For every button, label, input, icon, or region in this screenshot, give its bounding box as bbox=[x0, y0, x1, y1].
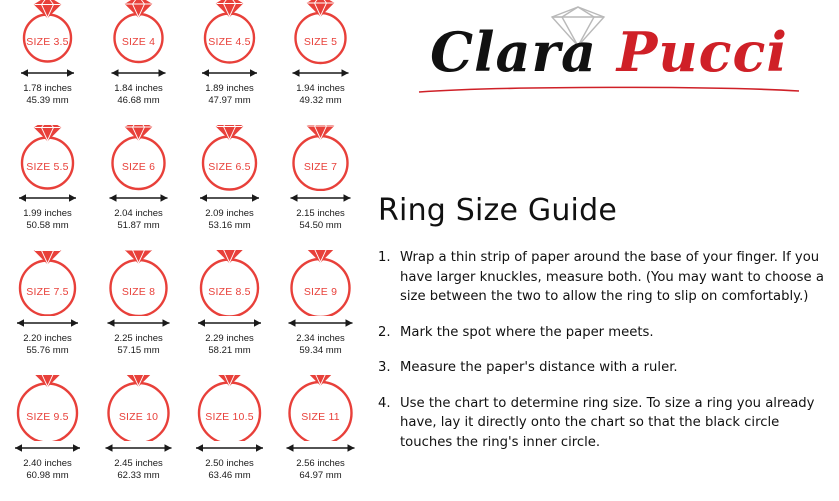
measurement-arrow bbox=[184, 66, 275, 80]
ring-measurement-mm: 54.50 mm bbox=[299, 219, 342, 231]
ring-illustration bbox=[93, 125, 184, 191]
ring-measurement-inches: 1.94 inches bbox=[296, 83, 345, 94]
instruction-step bbox=[378, 358, 830, 378]
measurement-arrow bbox=[275, 316, 366, 330]
ring-measurement-inches: 1.99 inches bbox=[23, 208, 72, 219]
measurement-arrow bbox=[93, 316, 184, 330]
ring-measurement-mm: 60.98 mm bbox=[26, 469, 69, 481]
ring-size-grid bbox=[0, 0, 366, 500]
ring-measurement-inches: 2.04 inches bbox=[114, 208, 163, 219]
ring-size-label: SIZE 10.5 bbox=[205, 411, 254, 423]
ring-size-label: SIZE 4 bbox=[121, 36, 156, 48]
ring-illustration bbox=[184, 250, 275, 316]
measurement-arrow bbox=[275, 66, 366, 80]
ring-measurement-mm: 47.97 mm bbox=[208, 94, 251, 106]
ring-measurement-inches: 2.15 inches bbox=[296, 208, 345, 219]
ring-measurement bbox=[93, 208, 184, 231]
ring-measurement-inches: 1.78 inches bbox=[23, 83, 72, 94]
ring-measurement-mm: 57.15 mm bbox=[117, 344, 160, 356]
ring-measurement-mm: 63.46 mm bbox=[208, 469, 251, 481]
ring-measurement-mm: 51.87 mm bbox=[117, 219, 160, 231]
instruction-step-text: Mark the spot where the paper meets. bbox=[400, 324, 654, 340]
logo-swash bbox=[414, 82, 804, 92]
measurement-arrow bbox=[184, 191, 275, 205]
ring-size-cell bbox=[184, 375, 275, 500]
ring-size-cell bbox=[2, 125, 93, 250]
ring-measurement bbox=[93, 83, 184, 106]
ring-measurement-mm: 64.97 mm bbox=[299, 469, 342, 481]
ring-illustration bbox=[2, 375, 93, 441]
ring-size-label: SIZE 9 bbox=[303, 286, 338, 298]
ring-measurement-mm: 53.16 mm bbox=[208, 219, 251, 231]
ring-illustration bbox=[2, 125, 93, 191]
ring-measurement-inches: 2.45 inches bbox=[114, 458, 163, 469]
ring-measurement bbox=[275, 208, 366, 231]
ring-measurement-mm: 59.34 mm bbox=[299, 344, 342, 356]
instruction-step bbox=[378, 248, 830, 307]
ring-measurement bbox=[2, 333, 93, 356]
instruction-step-text: Wrap a thin strip of paper around the base of your finger. If you have larger knuckles, measure both. (You may want to choose a size between the two to allow the ring to slip on comfortably.) bbox=[400, 250, 824, 304]
ring-size-label: SIZE 8 bbox=[121, 286, 156, 298]
ring-size-chart bbox=[0, 0, 366, 501]
ring-size-cell bbox=[93, 250, 184, 375]
ring-size-cell bbox=[184, 0, 275, 125]
measurement-arrow bbox=[2, 316, 93, 330]
brand-logo bbox=[384, 2, 834, 107]
ring-measurement bbox=[184, 458, 275, 481]
instruction-step-number: 4. bbox=[378, 395, 391, 411]
measurement-arrow bbox=[275, 191, 366, 205]
ring-size-label: SIZE 5 bbox=[303, 36, 338, 48]
ring-size-cell bbox=[275, 250, 366, 375]
instruction-step-text: Use the chart to determine ring size. To size a ring you already have, lay it directly onto the chart so that the black circle touches the ring's inner circle. bbox=[400, 395, 815, 450]
brand-name-second: Pucci bbox=[616, 20, 788, 84]
ring-size-cell bbox=[93, 125, 184, 250]
page-title: Ring Size Guide bbox=[378, 193, 617, 228]
ring-illustration bbox=[2, 250, 93, 316]
measurement-arrow bbox=[275, 441, 366, 455]
ring-size-cell bbox=[275, 375, 366, 500]
ring-illustration bbox=[184, 375, 275, 441]
ring-illustration bbox=[184, 125, 275, 191]
ring-illustration bbox=[275, 0, 366, 66]
ring-measurement-mm: 45.39 mm bbox=[26, 94, 69, 106]
ring-size-cell bbox=[2, 250, 93, 375]
ring-size-label: SIZE 6.5 bbox=[208, 161, 251, 173]
ring-measurement-inches: 2.25 inches bbox=[114, 333, 163, 344]
ring-size-cell bbox=[93, 0, 184, 125]
measurement-arrow bbox=[93, 191, 184, 205]
instruction-step bbox=[378, 394, 830, 453]
ring-size-cell bbox=[184, 250, 275, 375]
ring-measurement bbox=[2, 83, 93, 106]
ring-size-label: SIZE 7.5 bbox=[26, 286, 69, 298]
ring-measurement bbox=[2, 208, 93, 231]
ring-size-label: SIZE 3.5 bbox=[26, 36, 69, 48]
ring-measurement-mm: 55.76 mm bbox=[26, 344, 69, 356]
ring-measurement-inches: 2.56 inches bbox=[296, 458, 345, 469]
measurement-arrow bbox=[93, 441, 184, 455]
instruction-steps bbox=[378, 248, 830, 468]
ring-measurement bbox=[275, 83, 366, 106]
ring-measurement bbox=[2, 458, 93, 481]
ring-size-label: SIZE 8.5 bbox=[208, 286, 251, 298]
ring-measurement bbox=[93, 333, 184, 356]
ring-measurement bbox=[184, 333, 275, 356]
ring-size-label: SIZE 4.5 bbox=[208, 36, 251, 48]
ring-measurement bbox=[184, 208, 275, 231]
ring-size-label: SIZE 6 bbox=[121, 161, 156, 173]
ring-measurement-inches: 2.20 inches bbox=[23, 333, 72, 344]
ring-measurement-inches: 1.84 inches bbox=[114, 83, 163, 94]
instruction-step bbox=[378, 323, 830, 343]
ring-measurement-inches: 2.50 inches bbox=[205, 458, 254, 469]
ring-measurement bbox=[275, 458, 366, 481]
ring-size-label: SIZE 10 bbox=[118, 411, 159, 423]
ring-measurement-inches: 2.40 inches bbox=[23, 458, 72, 469]
ring-size-cell bbox=[93, 375, 184, 500]
ring-measurement bbox=[275, 333, 366, 356]
ring-measurement-inches: 2.29 inches bbox=[205, 333, 254, 344]
ring-measurement-inches: 2.09 inches bbox=[205, 208, 254, 219]
ring-illustration bbox=[275, 250, 366, 316]
instruction-step-number: 3. bbox=[378, 360, 391, 375]
ring-size-cell bbox=[275, 0, 366, 125]
instruction-step-number: 1. bbox=[378, 250, 391, 265]
ring-size-cell bbox=[275, 125, 366, 250]
measurement-arrow bbox=[93, 66, 184, 80]
ring-size-cell bbox=[2, 375, 93, 500]
brand-name-first: Clara bbox=[430, 20, 597, 84]
measurement-arrow bbox=[184, 441, 275, 455]
measurement-arrow bbox=[2, 66, 93, 80]
ring-measurement-inches: 2.34 inches bbox=[296, 333, 345, 344]
ring-size-cell bbox=[2, 0, 93, 125]
ring-illustration bbox=[93, 0, 184, 66]
brand-name bbox=[384, 20, 834, 84]
ring-size-label: SIZE 7 bbox=[303, 161, 338, 173]
instruction-step-text: Measure the paper's distance with a ruler. bbox=[400, 360, 678, 375]
ring-measurement-mm: 46.68 mm bbox=[117, 94, 160, 106]
ring-size-label: SIZE 9.5 bbox=[26, 411, 69, 423]
guide-panel bbox=[372, 0, 839, 501]
ring-illustration bbox=[275, 125, 366, 191]
ring-measurement bbox=[184, 83, 275, 106]
ring-measurement-mm: 49.32 mm bbox=[299, 94, 342, 106]
ring-illustration bbox=[275, 375, 366, 441]
instruction-step-number: 2. bbox=[378, 324, 391, 340]
measurement-arrow bbox=[184, 316, 275, 330]
ring-size-cell bbox=[184, 125, 275, 250]
ring-illustration bbox=[2, 0, 93, 66]
ring-measurement bbox=[93, 458, 184, 481]
ring-measurement-inches: 1.89 inches bbox=[205, 83, 254, 94]
ring-measurement-mm: 58.21 mm bbox=[208, 344, 251, 356]
ring-illustration bbox=[93, 250, 184, 316]
ring-measurement-mm: 50.58 mm bbox=[26, 219, 69, 231]
ring-size-label: SIZE 5.5 bbox=[26, 161, 69, 173]
ring-illustration bbox=[184, 0, 275, 66]
ring-measurement-mm: 62.33 mm bbox=[117, 469, 160, 481]
measurement-arrow bbox=[2, 441, 93, 455]
ring-illustration bbox=[93, 375, 184, 441]
measurement-arrow bbox=[2, 191, 93, 205]
ring-size-label: SIZE 11 bbox=[301, 411, 340, 423]
